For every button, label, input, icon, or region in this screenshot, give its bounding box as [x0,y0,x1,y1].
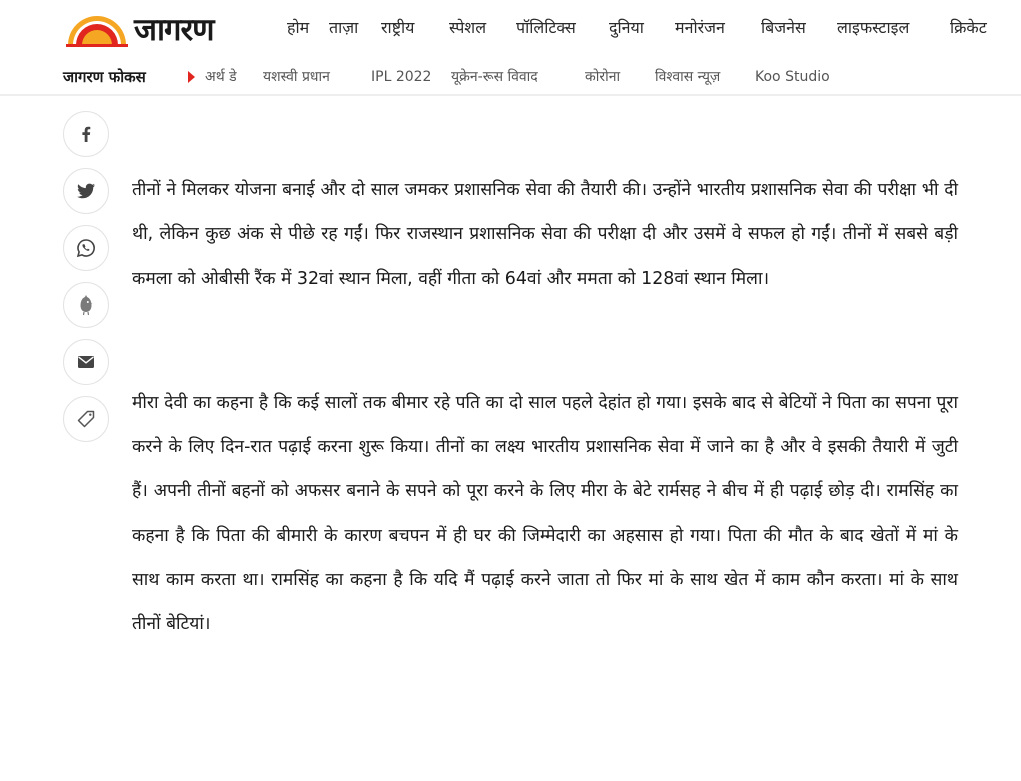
focus-title: जागरण फोकस [63,68,146,86]
tag-button[interactable] [63,396,109,442]
focus-links [205,67,837,87]
email-icon [77,355,95,369]
focus-link-vishvas-news[interactable]: विश्वास न्यूज़ [655,69,721,85]
email-share-button[interactable] [63,339,109,385]
focus-link-yashasvi-pradhan[interactable]: यशस्वी प्रधान [263,69,330,85]
nav-item-national[interactable]: राष्ट्रीय [381,18,415,37]
nav-item-lifestyle[interactable]: लाइफस्टाइल [837,18,910,37]
nav-item-world[interactable]: दुनिया [609,18,644,37]
sun-logo-icon [66,13,128,47]
twitter-share-button[interactable] [63,168,109,214]
site-logo[interactable] [66,12,248,48]
brand-name: जागरण [134,12,214,48]
focus-link-earth-day[interactable]: अर्थ डे [205,69,237,85]
nav-item-cricket[interactable]: क्रिकेट [950,18,987,37]
article-body [132,168,958,647]
facebook-share-button[interactable] [63,111,109,157]
article-paragraph: मीरा देवी का कहना है कि कई सालों तक बीमार रहे पति का दो साल पहले देहांत हो गया। इसके बाद से बेटियों ने पिता का सपना पूरा करने के लिए दिन-रात पढ़ाई करना शुरू किया। तीनों का लक्ष्य भारतीय प्रशासनिक सेवा में जाने का है और वे इसकी तैयारी में जुटी हैं। अपनी तीनों बहनों को अफसर बनाने के सपने को पूरा करने के लिए मीरा के बेटे रार्मसह ने बीच में ही पढ़ाई छोड़ दी। रामसिंह का कहना है कि पिता की बीमारी के कारण बचपन में ही घर की जिम्मेदारी का अहसास हो गया। पिता की मौत के बाद खेतों में मां के साथ काम करता था। रामसिंह का कहना है कि यदि मैं पढ़ाई करने जाता तो फिर मां के साथ खेत में काम कौन करता। मां के साथ तीनों बेटियां। [132,392,958,635]
facebook-icon [77,125,95,143]
nav-item-home[interactable]: होम [287,18,310,37]
focus-link-ipl-2022[interactable]: IPL 2022 [371,69,432,85]
twitter-icon [76,182,96,200]
nav-item-special[interactable]: स्पेशल [449,18,487,37]
nav-item-entertainment[interactable]: मनोरंजन [675,18,725,37]
whatsapp-icon [76,238,96,258]
site-header [0,0,1021,58]
tag-icon [76,409,96,429]
focus-link-ukraine-russia[interactable]: यूक्रेन-रूस विवाद [451,69,538,85]
main-navigation [287,16,1004,40]
focus-link-koo-studio[interactable]: Koo Studio [755,69,830,85]
koo-icon [77,294,95,316]
focus-arrow-icon [188,71,195,83]
whatsapp-share-button[interactable] [63,225,109,271]
koo-share-button[interactable] [63,282,109,328]
nav-item-business[interactable]: बिजनेस [761,18,806,37]
share-rail [63,111,109,453]
nav-item-politics[interactable]: पॉलिटिक्स [516,18,576,37]
focus-bar [0,58,1021,96]
article-paragraph: तीनों ने मिलकर योजना बनाई और दो साल जमकर प्रशासनिक सेवा की तैयारी की। उन्होंने भारतीय प्रशासनिक सेवा की परीक्षा भी दी थी, लेकिन कुछ अंक से पीछे रह गईं। फिर राजस्थान प्रशासनिक सेवा की परीक्षा दी और उसमें वे सफल हो गईं। तीनों में सबसे बड़ी कमला को ओबीसी रैंक में 32वां स्थान मिला, वहीं गीता को 64वां और ममता को 128वां स्थान मिला। [132,180,958,289]
focus-link-corona[interactable]: कोरोना [585,69,621,85]
nav-item-latest[interactable]: ताज़ा [329,18,359,37]
